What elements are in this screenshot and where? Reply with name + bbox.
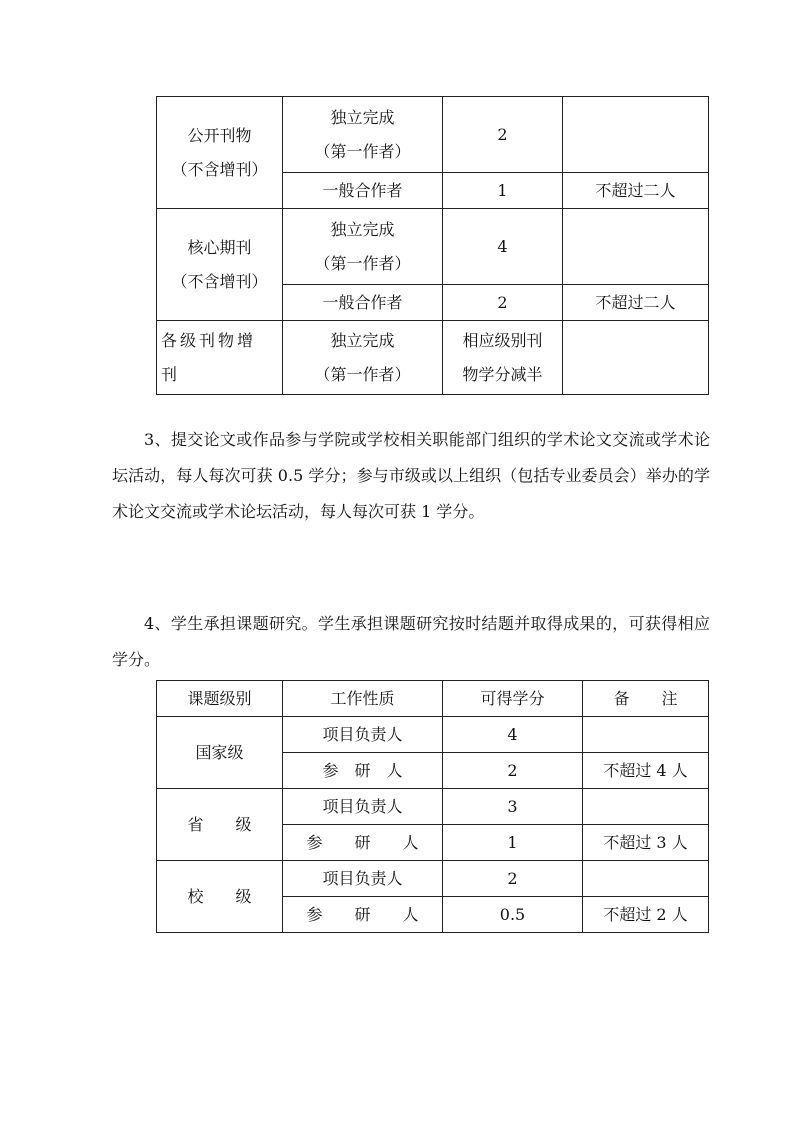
- table-cell: 项目负责人: [283, 789, 443, 825]
- table-cell: 校 级: [157, 861, 283, 933]
- table-cell: 独立完成 （第一作者）: [283, 209, 443, 285]
- table-cell: 1: [443, 825, 583, 861]
- table-cell: 独立完成 （第一作者）: [283, 97, 443, 173]
- table-cell: 2: [443, 753, 583, 789]
- table-cell: 项目负责人: [283, 861, 443, 897]
- table-cell: 各级刊物增 刊: [157, 321, 283, 395]
- table-cell: 不超过 4 人: [583, 753, 709, 789]
- table-cell: [583, 861, 709, 897]
- table-cell: [583, 717, 709, 753]
- table-cell: 参 研 人: [283, 825, 443, 861]
- table-header: 可得学分: [443, 681, 583, 717]
- table-cell: 项目负责人: [283, 717, 443, 753]
- table-cell: 不超过二人: [563, 285, 709, 321]
- journal-credit-table: [156, 96, 709, 395]
- table-cell: 0.5: [443, 897, 583, 933]
- table-header: 工作性质: [283, 681, 443, 717]
- table-cell: 2: [443, 97, 563, 173]
- table-cell: 核心期刊 （不含增刊）: [157, 209, 283, 321]
- table-cell: 相应级别刊 物学分减半: [443, 321, 563, 395]
- table-cell: 2: [443, 861, 583, 897]
- table-cell: [563, 209, 709, 285]
- table-cell: [563, 321, 709, 395]
- table-cell: 省 级: [157, 789, 283, 861]
- table-cell: 参 研 人: [283, 897, 443, 933]
- paragraph-3: 3、提交论文或作品参与学院或学校相关职能部门组织的学术论文交流或学术论坛活动，每人每次可获 0.5 学分；参与市级或以上组织（包括专业委员会）举办的学术论文交流或学术论坛活动，每人每次可获 1 学分。: [112, 430, 710, 521]
- table-cell: 不超过 3 人: [583, 825, 709, 861]
- table-cell: 公开刊物 （不含增刊）: [157, 97, 283, 209]
- table-cell: 一般合作者: [283, 173, 443, 209]
- table-header: 课题级别: [157, 681, 283, 717]
- table-cell: [583, 789, 709, 825]
- table-cell: 独立完成 （第一作者）: [283, 321, 443, 395]
- table-cell: 4: [443, 209, 563, 285]
- research-credit-table: [156, 680, 709, 933]
- table-cell: 2: [443, 285, 563, 321]
- table-cell: 国家级: [157, 717, 283, 789]
- table-header: 备 注: [583, 681, 709, 717]
- paragraph-4: 4、学生承担课题研究。学生承担课题研究按时结题并取得成果的，可获得相应学分。: [112, 614, 710, 669]
- table-cell: 参 研 人: [283, 753, 443, 789]
- table-cell: 不超过 2 人: [583, 897, 709, 933]
- table-cell: 3: [443, 789, 583, 825]
- table-cell: 1: [443, 173, 563, 209]
- table-cell: 不超过二人: [563, 173, 709, 209]
- table-cell: 一般合作者: [283, 285, 443, 321]
- table-cell: 4: [443, 717, 583, 753]
- table-cell: [563, 97, 709, 173]
